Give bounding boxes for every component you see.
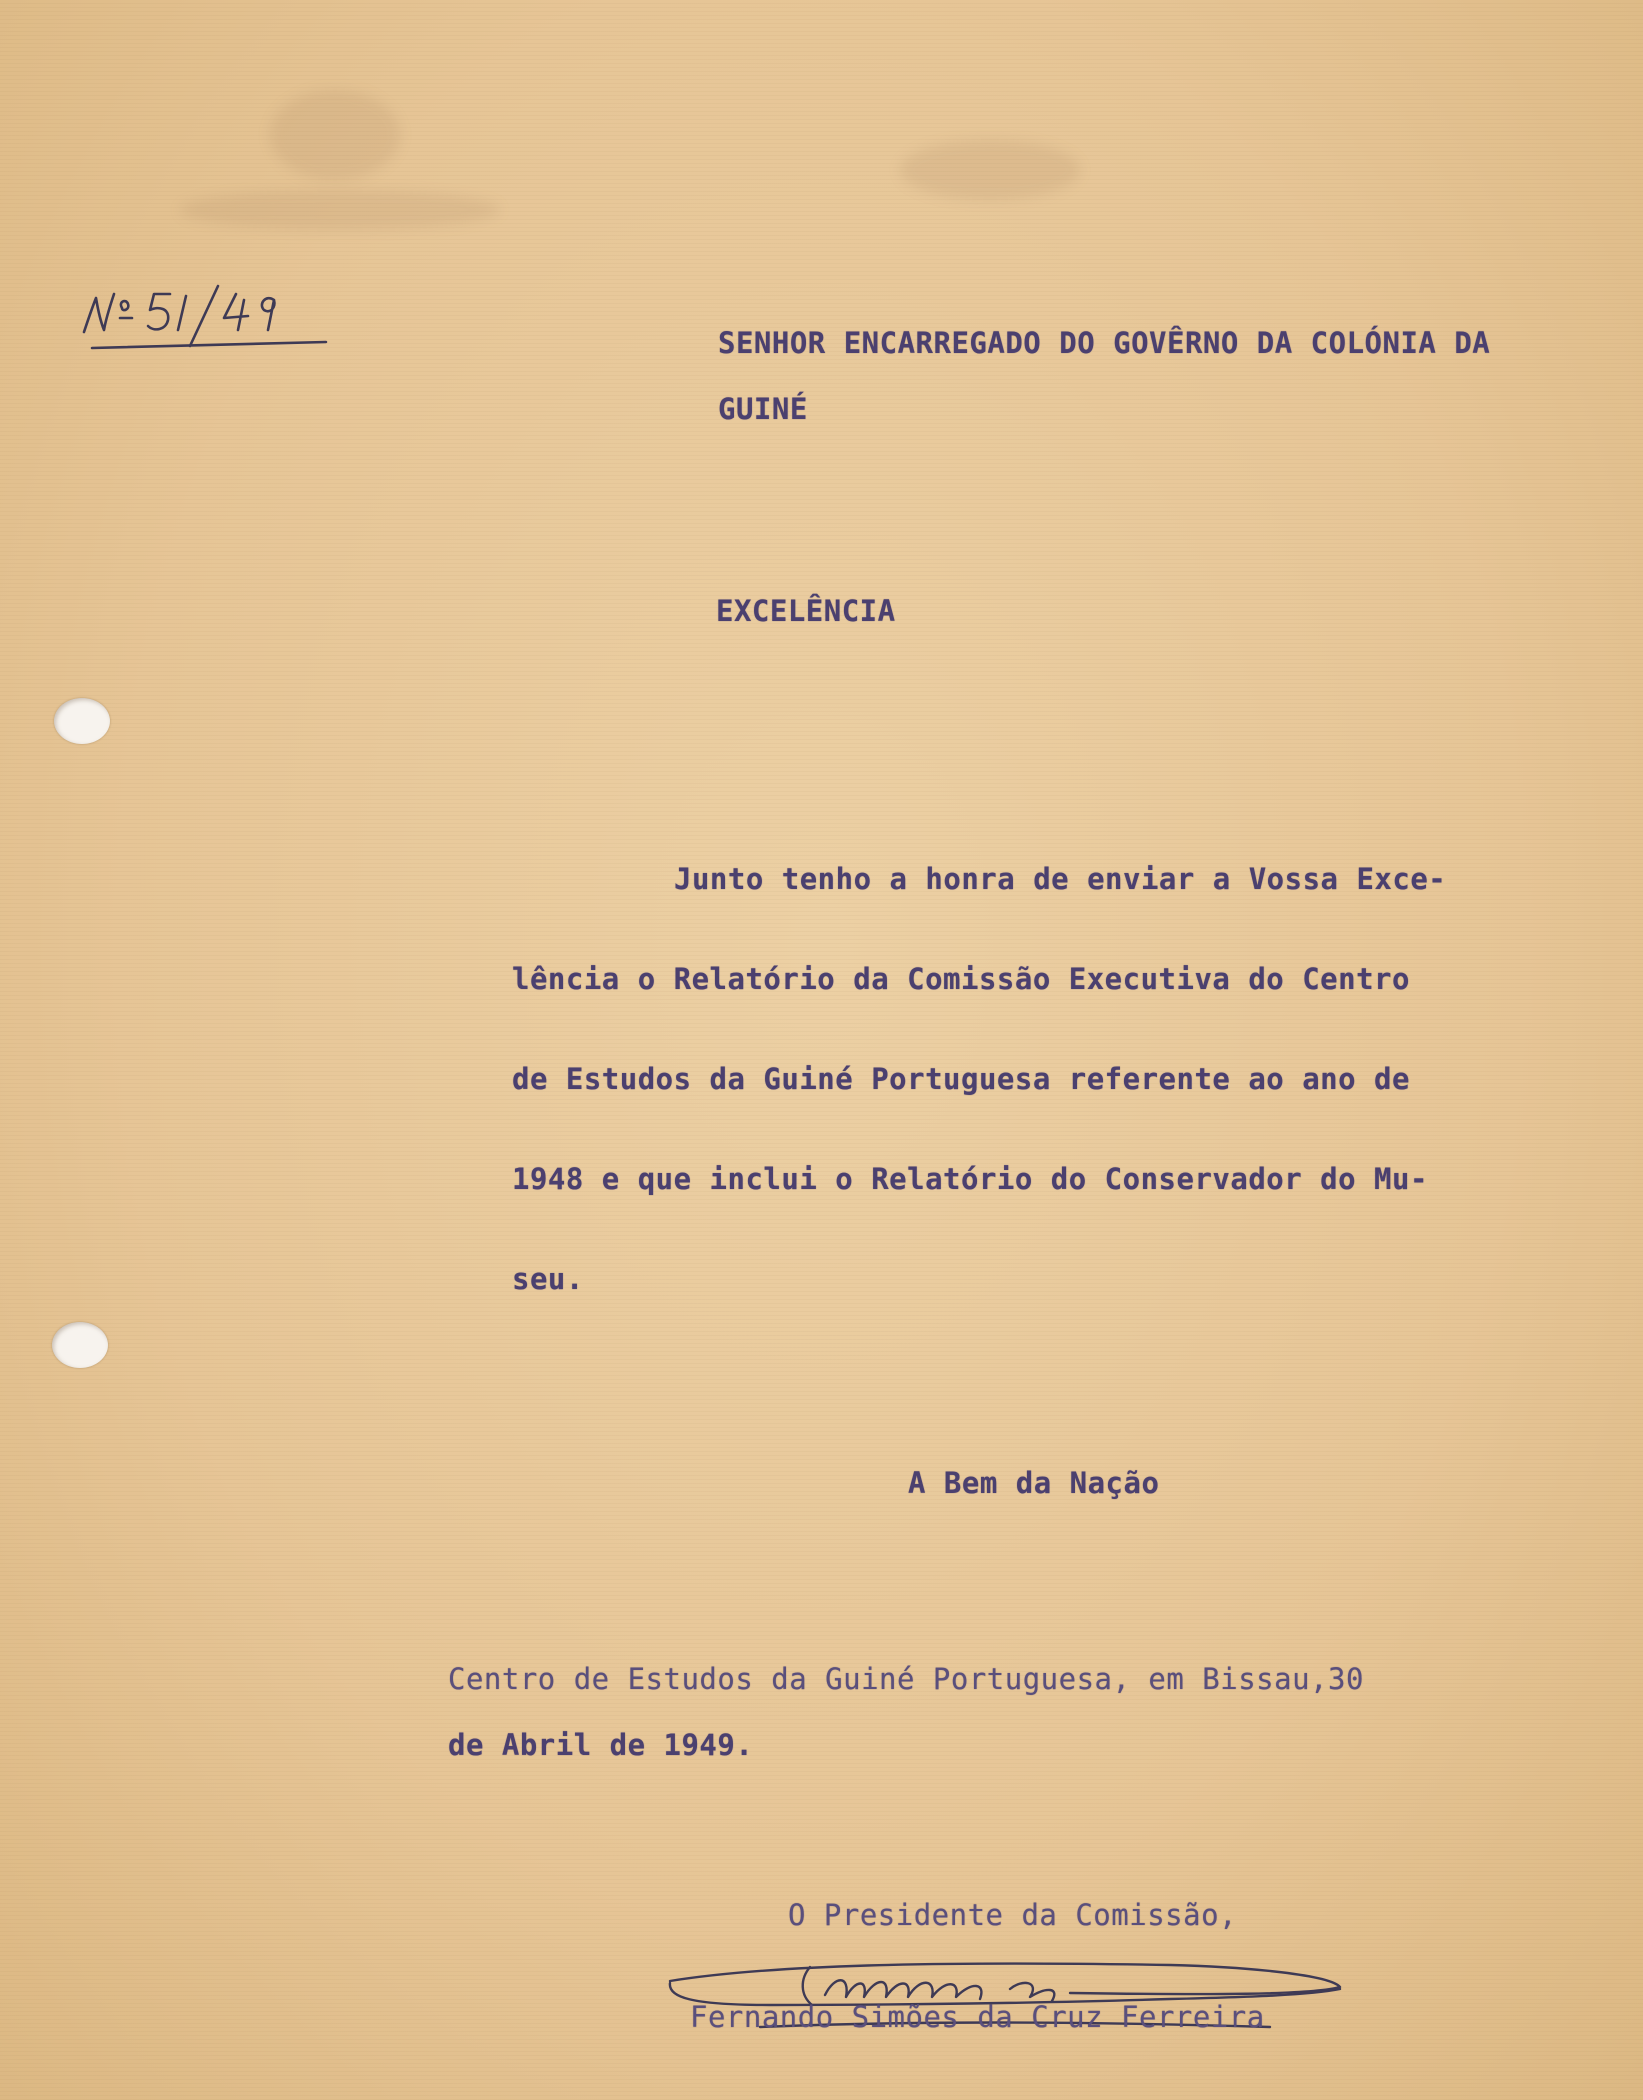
paper-stain	[900, 140, 1080, 200]
signatory-name: Fernando Simões da Cruz Ferreira	[690, 2000, 1265, 2034]
addressee-line-2: GUINÉ	[718, 392, 808, 426]
place-date-line-1: Centro de Estudos da Guiné Portuguesa, em Bissau,30	[448, 1662, 1364, 1696]
punch-hole-top	[54, 698, 110, 744]
handwritten-signature	[650, 1935, 1350, 2055]
place-date-line-2: de Abril de 1949.	[448, 1728, 754, 1762]
paper-stain	[270, 90, 400, 180]
body-line: Junto tenho a honra de enviar a Vossa Exce-	[674, 862, 1447, 896]
body-line: 1948 e que inclui o Relatório do Conservador do Mu-	[512, 1162, 1428, 1196]
closing-formula: A Bem da Nação	[908, 1466, 1160, 1500]
signatory-title: O Presidente da Comissão,	[788, 1898, 1237, 1932]
body-line: lência o Relatório da Comissão Executiva do Centro	[512, 962, 1410, 996]
body-line: de Estudos da Guiné Portuguesa referente ao ano de	[512, 1062, 1410, 1096]
salutation: EXCELÊNCIA	[716, 594, 896, 628]
handwritten-reference-number	[78, 280, 348, 360]
addressee-line-1: SENHOR ENCARREGADO DO GOVÊRNO DA COLÓNIA DA	[718, 326, 1491, 360]
paper-stain	[180, 190, 500, 230]
body-line: seu.	[512, 1262, 584, 1296]
punch-hole-bottom	[52, 1322, 108, 1368]
